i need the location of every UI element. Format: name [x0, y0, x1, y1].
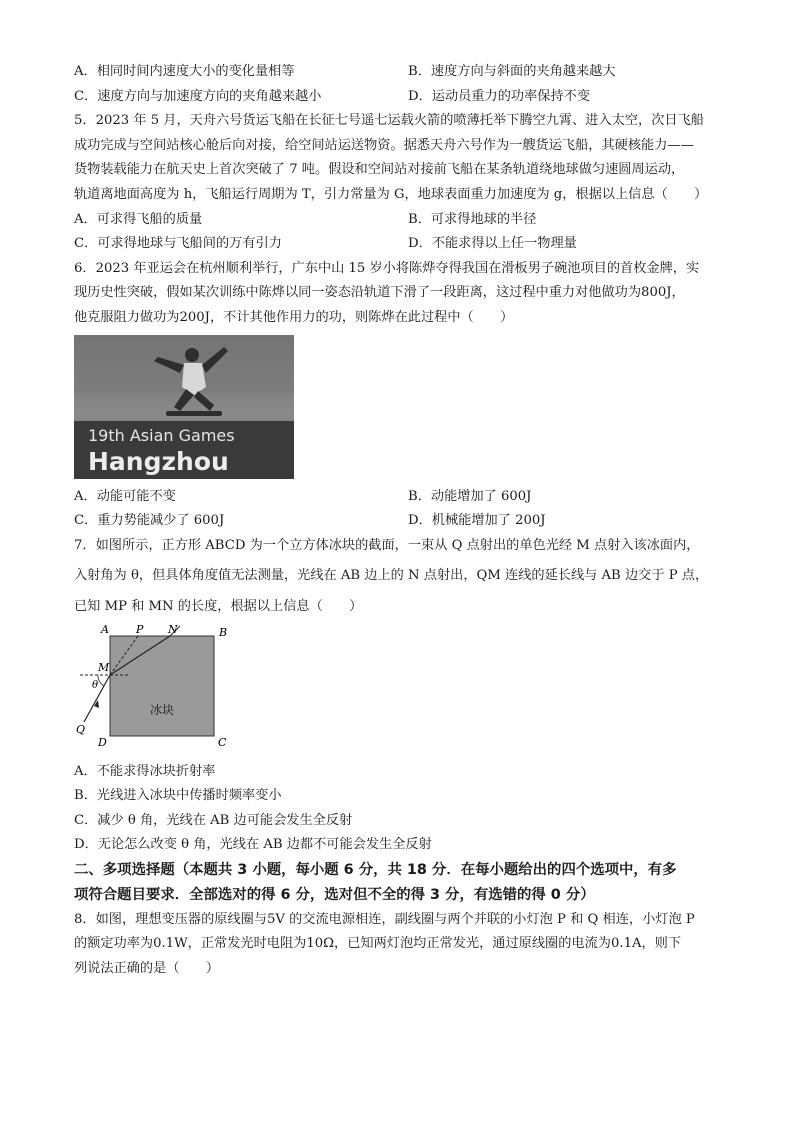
q5-stem-line: 5．2023 年 5 月，天舟六号货运飞船在长征七号遥七运载火箭的喷薄托举下腾空九霄、进入太空，次日飞船 — [74, 113, 704, 129]
q6-options-row1 — [74, 485, 724, 510]
q7-stem-line: 已知 MP 和 MN 的长度，根据以上信息（ ） — [74, 598, 363, 614]
label-theta: θ — [92, 679, 99, 691]
section-2-line: 项符合题目要求．全部选对的得 6 分，选对但不全的得 3 分，有选错的得 0 分） — [74, 886, 595, 903]
label-Q: Q — [76, 722, 86, 736]
q5-stem-line: 货物装载能力在航天史上首次突破了 7 吨。假设和空间站对接前飞船在某条轨道绕地球做匀速圆周运动， — [74, 162, 685, 178]
q7-option-a[interactable]: A．不能求得冰块折射率 — [74, 763, 216, 779]
q6-stem-line: 6．2023 年亚运会在杭州顺利举行，广东中山 15 岁小将陈烨夺得我国在滑板男子碗池项目的首枚金牌，实 — [74, 260, 700, 276]
q6-option-c[interactable]: C．重力势能减少了 600J — [74, 513, 225, 529]
q4-options-row2 — [74, 85, 724, 110]
ice-label: 冰块 — [150, 702, 175, 717]
q5-option-d[interactable]: D．不能求得以上任一物理量 — [408, 236, 577, 252]
question-5 — [74, 109, 724, 257]
skateboarder-photo — [74, 335, 294, 479]
q6-stem-line: 他克服阻力做功为200J，不计其他作用力的功，则陈烨在此过程中（ ） — [74, 309, 514, 325]
q8-stem-line: 列说法正确的是（ ） — [74, 961, 220, 977]
q5-option-a[interactable]: A．可求得飞船的质量 — [74, 211, 203, 227]
exam-page — [74, 60, 724, 982]
label-P: P — [136, 622, 144, 636]
q4-option-a[interactable]: A．相同时间内速度大小的变化量相等 — [74, 64, 295, 79]
ice-block-diagram — [74, 622, 242, 756]
q6-options-row2 — [74, 509, 724, 534]
question-8 — [74, 908, 724, 982]
q8-stem-line: 的额定功率为0.1W，正常发光时电阻为10Ω，已知两灯泡均正常发光，通过原线圈的电流为0.1A，则下 — [74, 936, 682, 952]
question-7 — [74, 534, 724, 858]
label-N: N — [168, 622, 178, 636]
q7-stem-line: 7．如图所示，正方形 ABCD 为一个立方体冰块的截面，一束从 Q 点射出的单色光经 M 点射入该冰面内， — [74, 537, 700, 553]
q4-option-c[interactable]: C．速度方向与加速度方向的夹角越来越小 — [74, 88, 322, 104]
q5-option-b[interactable]: B．可求得地球的半径 — [408, 211, 537, 227]
label-A: A — [101, 622, 109, 636]
label-D: D — [98, 735, 107, 749]
q6-stem-line: 现历史性突破，假如某次训练中陈烨以同一姿态沿轨道下滑了一段距离，这过程中重力对他做功为800J， — [74, 285, 685, 301]
photo-caption-2: Hangzhou — [88, 446, 229, 476]
section-2-header — [74, 858, 724, 908]
q7-option-b[interactable]: B．光线进入冰块中传播时频率变小 — [74, 788, 282, 804]
ice-block-square — [110, 636, 214, 736]
theta-arc — [98, 675, 104, 686]
q5-stem-line: 成功完成与空间站核心舱后向对接，给空间站运送物资。据悉天舟六号作为一艘货运飞船，其硬核能力—— — [74, 137, 694, 153]
q4-options-row1 — [74, 60, 724, 85]
label-C: C — [218, 735, 227, 749]
photo-caption-1: 19th Asian Games — [88, 425, 235, 445]
q5-options-row1 — [74, 208, 724, 233]
q7-option-d[interactable]: D．无论怎么改变 θ 角，光线在 AB 边都不可能会发生全反射 — [74, 837, 432, 853]
q7-stem-line: 入射角为 θ，但具体角度值无法测量，光线在 AB 边上的 N 点射出，QM 连线的延长线与 AB 边交于 P 点， — [74, 568, 709, 584]
q5-options-row2 — [74, 232, 724, 257]
q4-option-b[interactable]: B．速度方向与斜面的夹角越来越大 — [408, 64, 616, 79]
q5-option-c[interactable]: C．可求得地球与飞船间的万有引力 — [74, 236, 282, 252]
q8-stem-line: 8．如图，理想变压器的原线圈与5V 的交流电源相连，副线圈与两个并联的小灯泡 P 和 Q 相连，小灯泡 P — [74, 911, 695, 927]
question-6 — [74, 257, 724, 534]
label-B: B — [219, 625, 228, 639]
label-M: M — [98, 660, 110, 674]
q4-option-d[interactable]: D．运动员重力的功率保持不变 — [408, 88, 591, 104]
q5-stem-line: 轨道离地面高度为 h，飞船运行周期为 T，引力常量为 G，地球表面重力加速度为 g，根据以上信息（ ） — [74, 186, 708, 202]
section-2-line: 二、多项选择题（本题共 3 小题，每小题 6 分，共 18 分．在每小题给出的四个选项中，有多 — [74, 861, 677, 878]
q6-option-d[interactable]: D．机械能增加了 200J — [408, 513, 546, 529]
q6-option-b[interactable]: B．动能增加了 600J — [408, 488, 532, 504]
q7-option-c[interactable]: C．减少 θ 角，光线在 AB 边可能会发生全反射 — [74, 812, 353, 828]
q6-option-a[interactable]: A．动能可能不变 — [74, 488, 176, 504]
